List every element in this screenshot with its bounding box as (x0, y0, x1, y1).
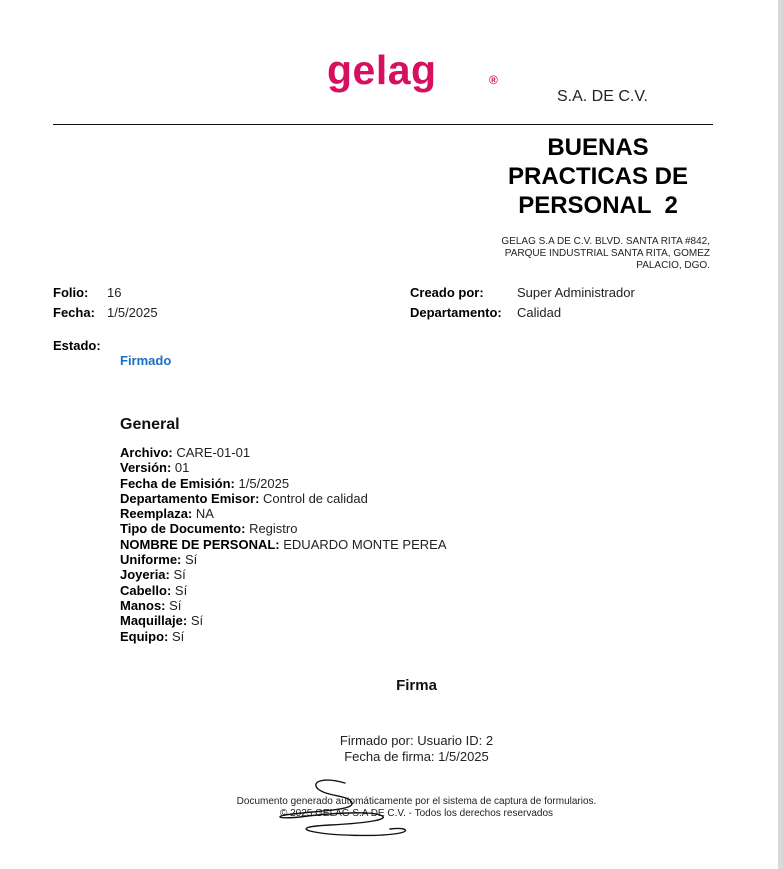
field-value: Sí (174, 582, 188, 598)
header-divider (53, 124, 713, 125)
folio-label: Folio: (53, 285, 89, 300)
departamento-label: Departamento: (410, 305, 502, 320)
fecha-label: Fecha: (53, 305, 95, 320)
field-label: Fecha de Emisión: (120, 475, 235, 491)
field-row (120, 613, 680, 628)
field-value: Sí (173, 567, 186, 583)
document-title (495, 133, 701, 220)
field-row (120, 598, 680, 613)
field-row (120, 460, 680, 475)
departamento-value: Calidad (517, 305, 562, 320)
estado-label: Estado: (53, 338, 101, 353)
signed-by: Firmado por: Usuario ID: 2 (339, 733, 494, 748)
field-value: EDUARDO MONTE PEREA (283, 536, 447, 552)
field-value: Sí (169, 597, 182, 613)
company-address (478, 236, 710, 272)
field-row (120, 491, 680, 506)
signed-date: Fecha de firma: 1/5/2025 (344, 749, 489, 764)
field-row (120, 583, 680, 598)
creado-por-value: Super Administrador (517, 285, 635, 300)
firma-heading: Firma (396, 677, 437, 694)
field-label: Manos: (120, 597, 166, 613)
field-label: Uniforme: (120, 552, 182, 568)
page-edge (778, 0, 783, 869)
field-row (120, 445, 680, 460)
registered-mark: ® (489, 73, 498, 87)
fecha-value: 1/5/2025 (107, 305, 158, 320)
field-value: 1/5/2025 (238, 475, 290, 491)
field-label: Joyeria: (120, 567, 170, 583)
field-label: Departamento Emisor: (120, 490, 260, 506)
field-label: NOMBRE DE PERSONAL: (120, 536, 280, 552)
footer-copyright: © 2025 GELAG S.A DE C.V. - Todos los derechos reservados (279, 808, 554, 819)
document-title-line: PERSONAL 2 (518, 192, 678, 219)
signature-info (0, 733, 783, 765)
field-label: Tipo de Documento: (120, 521, 246, 537)
footer-generated-note: Documento generado automáticamente por el sistema de captura de formularios. (236, 796, 597, 807)
field-row (120, 629, 680, 644)
field-label: Versión: (120, 460, 172, 476)
field-row (120, 521, 680, 536)
field-value: Sí (190, 613, 204, 629)
field-row (120, 506, 680, 521)
field-row (120, 537, 680, 552)
address-line: PALACIO, DGO. (636, 260, 710, 271)
field-value: CARE-01-01 (176, 445, 251, 460)
field-row (120, 567, 680, 582)
general-heading: General (120, 416, 180, 433)
address-line: GELAG S.A DE C.V. BLVD. SANTA RITA #842, (501, 236, 710, 247)
handwritten-signature (270, 775, 430, 845)
status-badge: Firmado (120, 353, 172, 368)
field-value: NA (195, 506, 214, 522)
field-value: Sí (185, 552, 198, 568)
field-label: Cabello: (120, 582, 172, 598)
field-row (120, 552, 680, 567)
creado-por-label: Creado por: (410, 285, 484, 300)
field-value: Control de calidad (263, 490, 368, 506)
field-value: Registro (249, 521, 298, 537)
company-suffix: S.A. DE C.V. (557, 88, 648, 105)
field-value: 01 (174, 460, 190, 476)
field-value: Sí (172, 628, 185, 644)
field-row (120, 476, 680, 491)
document-title-line: BUENAS (547, 134, 649, 161)
field-label: Reemplaza: (120, 506, 193, 522)
document-title-line: PRACTICAS DE (507, 163, 688, 190)
folio-value: 16 (107, 285, 122, 300)
field-label: Maquillaje: (120, 613, 188, 629)
brand-logo: gelag (327, 47, 437, 93)
field-label: Archivo: (120, 445, 173, 460)
field-label: Equipo: (120, 628, 169, 644)
address-line: PARQUE INDUSTRIAL SANTA RITA, GOMEZ (504, 248, 710, 259)
general-fields (120, 445, 680, 644)
